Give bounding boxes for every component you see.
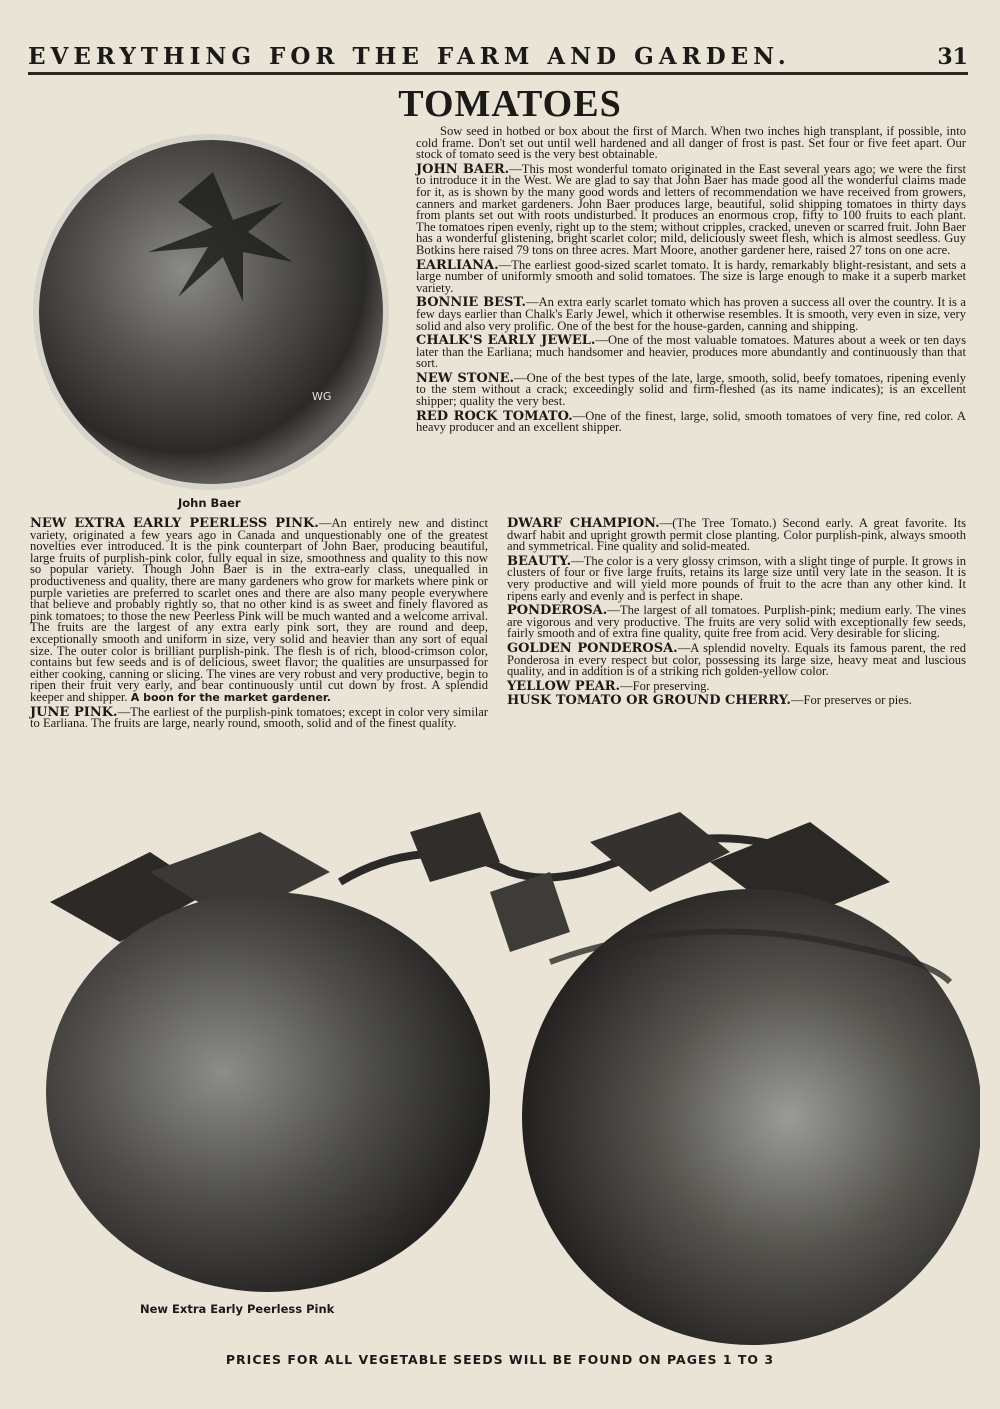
entry (416, 335, 966, 370)
entry-name: EARLIANA. (416, 257, 499, 273)
entry-tagline: A boon for the market gardener. (130, 690, 331, 704)
page-header (28, 38, 968, 75)
entry (416, 370, 966, 409)
entry-text: —(The Tree Tomato.) Second early. A great favorite. Its dwarf habit and upright growth permit close planting. Color purplish-pink, always smooth and symmetrical. Fine quality and solid-meated. (507, 516, 966, 554)
entry-text: —One of the best types of the late, large, smooth, solid, beefy tomatoes, ripening evenly to the stem without a crack; exceedingly solid and firm-fleshed (as its name indicates); is an excellent shipper; quality the very best. (416, 370, 966, 409)
entry-name: RED ROCK TOMATO. (416, 408, 573, 424)
entry-name: YELLOW PEAR. (507, 678, 621, 694)
right-column (416, 126, 966, 437)
entry-text: —A splendid novelty. Equals its famous parent, the red Ponderosa in every respect but color, possessing its large size, heavy meat and luscious quality, and in addition is of a striking rich golden-yellow color. (507, 640, 966, 679)
entry (507, 553, 966, 603)
entry-text: —For preserving. (620, 678, 710, 693)
entry-text: —The earliest good-sized scarlet tomato. It is hardy, remarkably blight-resistant, and sets a large number of uniformly smooth and solid tomatoes. The size is large enough to make it a superb market variety. (416, 257, 966, 295)
entry-name: JOHN BAER. (416, 161, 510, 177)
entry-name: BEAUTY. (507, 553, 572, 569)
intro-paragraph: Sow seed in hotbed or box about the first of March. When two inches high transplant, if possible, into cold frame. Don't set out until well hardened and all danger of frost is past. Set four or five feet apart. Our stock of tomato seed is the very best obtainable. (416, 124, 966, 162)
entry (416, 161, 966, 257)
entry (507, 605, 966, 640)
page-number: 31 (937, 44, 968, 70)
entry-text: —For preserves or pies. (790, 693, 912, 708)
entry-text: —One of the most valuable tomatoes. Matures about a week or ten days later than the Earliana; much handsomer and heavier, produces more abundantly and continuously than that sort. (416, 333, 966, 371)
entry-text: —An entirely new and distinct variety, originated a few years ago in Canada and unquestionably one of the greatest novelties ever introduced. It is the pink counterpart of John Baer, producing beautiful, large fruits of purplish-pink color, fully equal in size, smoothness and quality to this now so popular variety. Though John Baer is in the extra-early class, unequalled in productiveness and quality, there are many gardeners who grow for markets where pink or purple varieties are preferred to scarlet ones and there are also many people everywhere that believe and probably rightly so, that no other kind is as sweet and finely flavored as pink tomatoes; to those the new Peerless Pink will be much wanted and a welcome arrival. The fruits are the largest of any extra early pink sort, they are round and deep, exceptionally smooth and uniform in size, very solid and heavier than any sort of equal size. The outer color is brilliant purplish-pink. The flesh is of rich, blood-crimson color, contains but few seeds and is of delicious, sweet flavor; the qualities are unsurpassed for either cooking, canning or slicing. The vines are very robust and very productive, begin to ripen their fruit very early, and bear continuously until cut down by frost. A splendid keeper and shipper. (30, 516, 488, 704)
entry-name: NEW STONE. (416, 370, 515, 386)
page-title: TOMATOES (398, 83, 622, 125)
entry-text: —An extra early scarlet tomato which has proven a success all over the country. It is a few days earlier than Chalk's Early Jewel, which it otherwise resembles. It is smooth, very even in size, very solid and also very prolific. One of the best for the house-garden, canning and shipping. (416, 295, 966, 333)
entry (507, 678, 966, 694)
running-title: EVERYTHING FOR THE FARM AND GARDEN. (28, 43, 791, 70)
entry-text: —The largest of all tomatoes. Purplish-pink; medium early. The vines are vigorous and very productive. The fruits are very solid with exceptionally few seeds, fairly smooth and of extra fine quality, quite free from acid. Very desirable for slicing. (507, 603, 966, 641)
entry (507, 518, 966, 553)
peerless-pink-tomatoes-image (30, 812, 980, 1352)
entry-name: DWARF CHAMPION. (507, 516, 660, 531)
entry (507, 695, 966, 707)
entry-name: BONNIE BEST. (416, 295, 526, 311)
entry-text: —One of the finest, large, solid, smooth tomatoes of very fine, red color. A heavy producer and an excellent shipper. (416, 408, 966, 435)
entry-name: CHALK'S EARLY JEWEL. (416, 333, 596, 349)
entry (507, 640, 966, 679)
entry-name: GOLDEN PONDEROSA. (507, 640, 678, 656)
entry (416, 408, 966, 435)
entry (416, 297, 966, 332)
monogram: WG (312, 390, 332, 403)
entry-name: PONDEROSA. (507, 603, 608, 619)
entry (30, 704, 488, 731)
entry (30, 518, 488, 704)
entry-text: —The color is a very glossy crimson, with a slight tinge of purple. It grows in clusters of four or five large fruits, retains its large size until very late in the season. It is very productive and will yield more pounds of fruit to the acre than any other kind. It ripens early and evenly and is perfect in shape. (507, 553, 966, 603)
right-entries (416, 161, 966, 435)
entry (416, 257, 966, 295)
entry-text: —The earliest of the purplish-pink tomatoes; except in color very similar to Earliana. The fruits are large, nearly round, smooth, solid and of the finest quality. (30, 704, 488, 731)
entry-name: NEW EXTRA EARLY PEERLESS PINK. (30, 516, 319, 531)
entry-text: —This most wonderful tomato originated in the East several years ago; we were the first to introduce it in the West. We are glad to say that John Baer has made good all the wonderful claims made for it, as is shown by the many good words and letters of recommendation we have received from growers, canners and market gardeners. John Baer produces large, beautiful, solid shipping tomatoes in thirty days from plants set out with roots undisturbed. It produces an enormous crop, fifty to 100 fruits to each plant. The tomatoes ripen evenly, right up to the stem; without cripples, cracked, uneven or scarred fruit. John Baer has a wonderful glistening, bright scarlet color; mild, deliciously sweet flesh, which is almost seedless. Guy Botkins here raised 79 tons on three acres. Mart Moore, another gardener here, raised 27 tons on one acre. (416, 161, 966, 257)
middle-column (507, 518, 966, 710)
page-footer: PRICES FOR ALL VEGETABLE SEEDS WILL BE FOUND ON PAGES 1 TO 3 (225, 1352, 775, 1367)
left-column (30, 518, 488, 733)
entry-name: HUSK TOMATO OR GROUND CHERRY. (507, 693, 791, 709)
john-baer-tomato-image (28, 132, 394, 492)
entry-name: JUNE PINK. (30, 704, 118, 720)
caption-john-baer: John Baer (178, 496, 241, 510)
caption-peerless-pink: New Extra Early Peerless Pink (140, 1302, 335, 1316)
